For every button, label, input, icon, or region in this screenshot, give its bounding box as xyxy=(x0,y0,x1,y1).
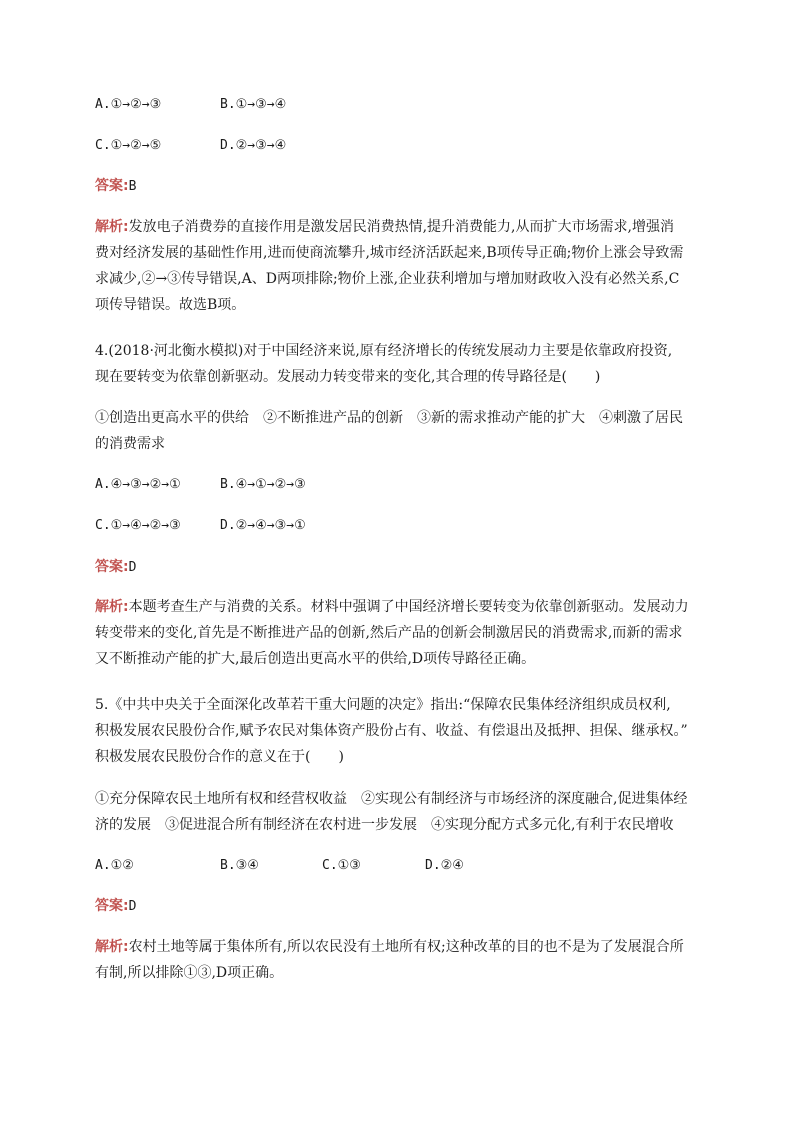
analysis-label: 解析: xyxy=(95,599,129,615)
q4-analysis-line-2: 转变带来的变化,首先是不断推进产品的创新,然后产品的创新会制激居民的消费需求,而新的需求 xyxy=(95,625,683,641)
q3-analysis-line-3: 求减少,②→③传导错误,A、D两项排除;物价上涨,企业获利增加与增加财政收入没有必然关系,C xyxy=(95,271,680,287)
q3-option-c: C.①→②→⑤ xyxy=(95,138,162,153)
q3-analysis-line-1: 解析:发放电子消费券的直接作用是激发居民消费热情,提升消费能力,从而扩大市场需求,增强消 xyxy=(95,219,674,235)
q4-answer xyxy=(95,557,136,578)
q5-option-d: D.②④ xyxy=(425,858,464,873)
q5-statements-line-1: ①充分保障农民土地所有权和经营权收益 ②实现公有制经济与市场经济的深度融合,促进集体经 xyxy=(95,791,688,807)
answer-value: D xyxy=(128,560,137,575)
answer-label: 答案: xyxy=(95,559,129,575)
q5-analysis-line-2: 有制,所以排除①③,D项正确。 xyxy=(95,965,284,981)
q3-analysis-line-4: 项传导错误。故选B项。 xyxy=(95,297,246,313)
q4-option-b: B.④→①→②→③ xyxy=(220,477,306,492)
q4-option-d: D.②→④→③→① xyxy=(220,518,306,533)
q5-stem-line-2: 积极发展农民股份合作,赋予农民对集体资产股份占有、收益、有偿退出及抵押、担保、继承权。” xyxy=(95,723,688,739)
q5-analysis-line-1: 解析:农村土地等属于集体所有,所以农民没有土地所有权;这种改革的目的也不是为了发展混合所 xyxy=(95,939,684,955)
q4-option-a: A.④→③→②→① xyxy=(95,477,181,492)
q5-statements-line-2: 济的发展 ③促进混合所有制经济在农村进一步发展 ④实现分配方式多元化,有利于农民增收 xyxy=(95,817,674,833)
answer-value: D xyxy=(128,899,137,914)
analysis-label: 解析: xyxy=(95,939,129,955)
answer-value: B xyxy=(128,179,137,194)
q5-option-c: C.①③ xyxy=(322,858,361,873)
q4-analysis-line-1: 解析:本题考查生产与消费的关系。材料中强调了中国经济增长要转变为依靠创新驱动。发展动力 xyxy=(95,599,689,615)
answer-label: 答案: xyxy=(95,898,129,914)
q3-option-b: B.①→③→④ xyxy=(220,97,287,112)
q4-option-c: C.①→④→②→③ xyxy=(95,518,181,533)
q4-statements-line-2: 的消费需求 xyxy=(95,436,165,452)
q5-option-a: A.①② xyxy=(95,858,134,873)
answer-label: 答案: xyxy=(95,178,129,194)
q3-option-d: D.②→③→④ xyxy=(220,138,287,153)
q3-analysis-line-2: 费对经济发展的基础性作用,进而使商流攀升,城市经济活跃起来,B项传导正确;物价上涨会导致需 xyxy=(95,245,684,261)
q3-answer xyxy=(95,176,136,197)
q4-stem-line-2: 现在要转变为依靠创新驱动。发展动力转变带来的变化,其合理的传导路径是( ) xyxy=(95,369,601,385)
q5-stem-line-3: 积极发展农民股份合作的意义在于( ) xyxy=(95,749,344,765)
q5-option-b: B.③④ xyxy=(220,858,259,873)
q4-stem-line-1: 4.(2018·河北衡水模拟)对于中国经济来说,原有经济增长的传统发展动力主要是依靠政府投资, xyxy=(95,343,673,359)
q5-stem-line-1: 5.《中共中央关于全面深化改革若干重大问题的决定》指出:“保障农民集体经济组织成员权利, xyxy=(95,697,671,713)
q4-statements-line-1: ①创造出更高水平的供给 ②不断推进产品的创新 ③新的需求推动产能的扩大 ④刺激了居民 xyxy=(95,410,683,426)
q4-analysis-line-3: 又不断推动产能的扩大,最后创造出更高水平的供给,D项传导路径正确。 xyxy=(95,651,536,667)
analysis-label: 解析: xyxy=(95,219,129,235)
q5-answer xyxy=(95,896,136,917)
q3-option-a: A.①→②→③ xyxy=(95,97,162,112)
